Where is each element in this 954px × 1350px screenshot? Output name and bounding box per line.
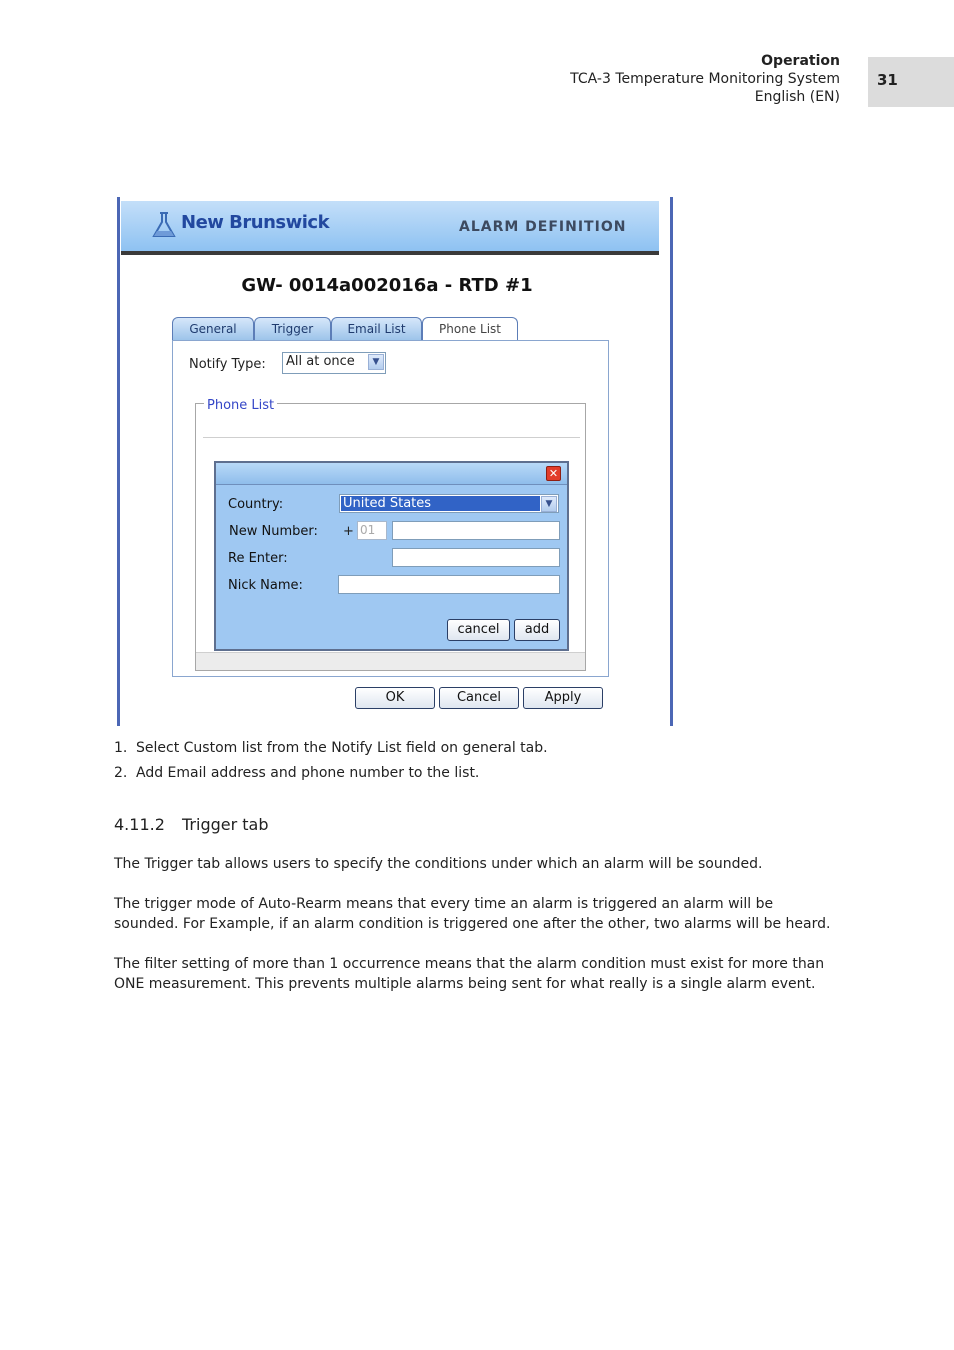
step-text: Select Custom list from the Notify List field on general tab.: [136, 740, 548, 756]
section-number: 4.11.2: [114, 815, 165, 834]
new-number-label: New Number:: [229, 524, 318, 539]
tab-general[interactable]: General: [172, 317, 254, 340]
brand-name: New Brunswick: [181, 212, 330, 233]
list-item: [114, 765, 479, 781]
phone-list-legend: Phone List: [204, 398, 277, 413]
notify-type-select[interactable]: [282, 352, 386, 374]
dialog-titlebar: [216, 463, 567, 485]
country-code-field: 01: [357, 521, 387, 540]
page-number: 31: [877, 71, 898, 89]
chevron-down-icon[interactable]: ▼: [368, 354, 384, 370]
header-section: Operation: [761, 53, 840, 69]
cancel-button[interactable]: Cancel: [439, 687, 519, 709]
app-banner: [121, 201, 659, 255]
right-frame-bar: [670, 197, 673, 726]
nick-name-label: Nick Name:: [228, 578, 303, 593]
header-product: TCA-3 Temperature Monitoring System: [570, 71, 840, 87]
device-title: GW- 0014a002016a - RTD #1: [241, 275, 533, 296]
close-icon[interactable]: ✕: [546, 466, 561, 481]
banner-title: ALARM DEFINITION: [459, 219, 627, 235]
dialog-add-button[interactable]: add: [514, 619, 560, 641]
flask-logo-icon: [149, 210, 179, 240]
dialog-cancel-button[interactable]: cancel: [447, 619, 510, 641]
phone-list-fieldset: [195, 398, 586, 671]
section-title: Trigger tab: [182, 815, 269, 834]
plus-sign: +: [343, 524, 354, 539]
list-item: [114, 740, 548, 756]
fieldset-footer: [196, 652, 585, 670]
header-language: English (EN): [754, 89, 840, 105]
alarm-definition-screenshot: [117, 197, 673, 726]
paragraph: The trigger mode of Auto-Rearm means that every time an alarm is triggered an alarm will be sounded. For Example, if an alarm condition is triggered one after the other, two alarms will be heard.: [114, 896, 831, 932]
paragraph: The filter setting of more than 1 occurrence means that the alarm condition must exist for more than ONE measurement. This prevents multiple alarms being sent for what really is a single alarm event.: [114, 956, 825, 992]
re-enter-input[interactable]: [392, 548, 560, 567]
chevron-down-icon[interactable]: ▼: [541, 496, 557, 512]
step-text: Add Email address and phone number to the list.: [136, 765, 480, 781]
country-value: United States: [341, 496, 540, 511]
notify-type-value: All at once: [286, 354, 355, 369]
phone-list-panel: [172, 340, 609, 677]
new-number-input[interactable]: [392, 521, 560, 540]
step-number: 1.: [114, 740, 128, 756]
fieldset-divider: [203, 437, 580, 438]
paragraph: The Trigger tab allows users to specify the conditions under which an alarm will be sounded.: [114, 856, 763, 872]
tab-phone-list[interactable]: Phone List: [422, 317, 518, 342]
notify-type-label: Notify Type:: [189, 357, 266, 372]
step-number: 2.: [114, 765, 128, 781]
country-select[interactable]: [339, 494, 559, 513]
page-number-box: [868, 57, 954, 107]
apply-button[interactable]: Apply: [523, 687, 603, 709]
tab-email-list[interactable]: Email List: [331, 317, 422, 340]
section-heading: [114, 815, 269, 834]
tab-trigger[interactable]: Trigger: [254, 317, 331, 340]
page-header: [570, 52, 840, 106]
add-phone-dialog: [214, 461, 569, 651]
re-enter-label: Re Enter:: [228, 551, 288, 566]
country-label: Country:: [228, 497, 284, 512]
nick-name-input[interactable]: [338, 575, 560, 594]
ok-button[interactable]: OK: [355, 687, 435, 709]
